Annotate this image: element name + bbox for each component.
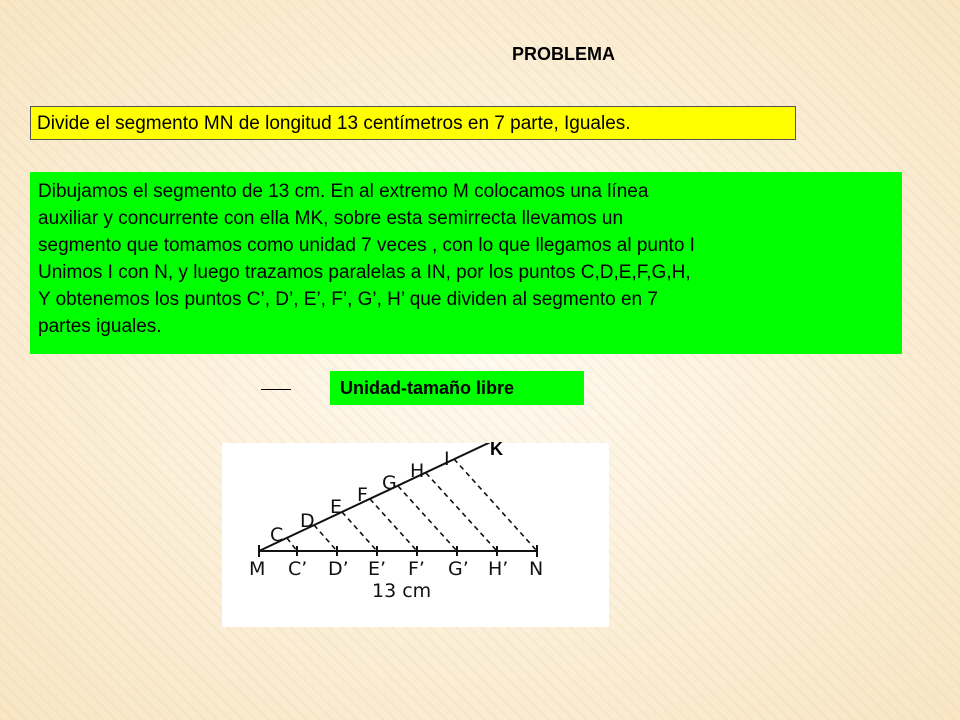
ray-mk (259, 443, 497, 551)
point-label-e-prime: E’ (368, 558, 387, 580)
page-title: PROBLEMA (512, 44, 615, 64)
explanation-line: Unimos I con N, y luego trazamos paralelas a IN, por los puntos C,D,E,F,G,H, (38, 262, 691, 283)
parallel-e (342, 512, 377, 551)
explanation-line: partes iguales. (38, 316, 162, 337)
parallel-c (287, 538, 297, 551)
construction-figure (222, 443, 609, 627)
point-label-g: G (382, 472, 397, 494)
parallel-g (398, 486, 457, 551)
point-label-f: F (357, 484, 368, 506)
unit-segment (261, 389, 291, 390)
point-label-h: H (410, 460, 425, 482)
parallel-h (426, 473, 497, 551)
parallel-f (370, 499, 417, 551)
point-label-n: N (529, 558, 544, 580)
point-label-h-prime: H’ (488, 558, 509, 580)
point-label-d-prime: D’ (328, 558, 349, 580)
point-label-c: C (270, 524, 284, 546)
explanation-line: segmento que tomamos como unidad 7 veces , con lo que llegamos al punto I (38, 235, 695, 256)
construction-diagram (222, 443, 609, 627)
unit-label: Unidad-tamaño libre (330, 371, 584, 405)
point-label-f-prime: F’ (408, 558, 425, 580)
point-label-i: I (444, 448, 450, 470)
explanation-line: auxiliar y concurrente con ella MK, sobre esta semirrecta llevamos un (38, 208, 624, 229)
explanation-line: Dibujamos el segmento de 13 cm. En al extremo M colocamos una línea (38, 181, 649, 202)
explanation-box (30, 172, 902, 354)
parallel-d (314, 525, 337, 551)
explanation-line: Y obtenemos los puntos C’, D’, E’, F’, G’, H’ que dividen al segmento en 7 (38, 289, 658, 310)
point-label-m: M (249, 558, 266, 580)
point-label-c-prime: C’ (288, 558, 308, 580)
problem-statement: Divide el segmento MN de longitud 13 centímetros en 7 parte, Iguales. (30, 106, 796, 140)
point-label-d: D (300, 510, 315, 532)
point-label-g-prime: G’ (448, 558, 469, 580)
point-label-e: E (330, 496, 343, 518)
length-label: 13 cm (372, 580, 432, 602)
line-in (454, 459, 537, 551)
point-label-k: K (490, 439, 503, 459)
